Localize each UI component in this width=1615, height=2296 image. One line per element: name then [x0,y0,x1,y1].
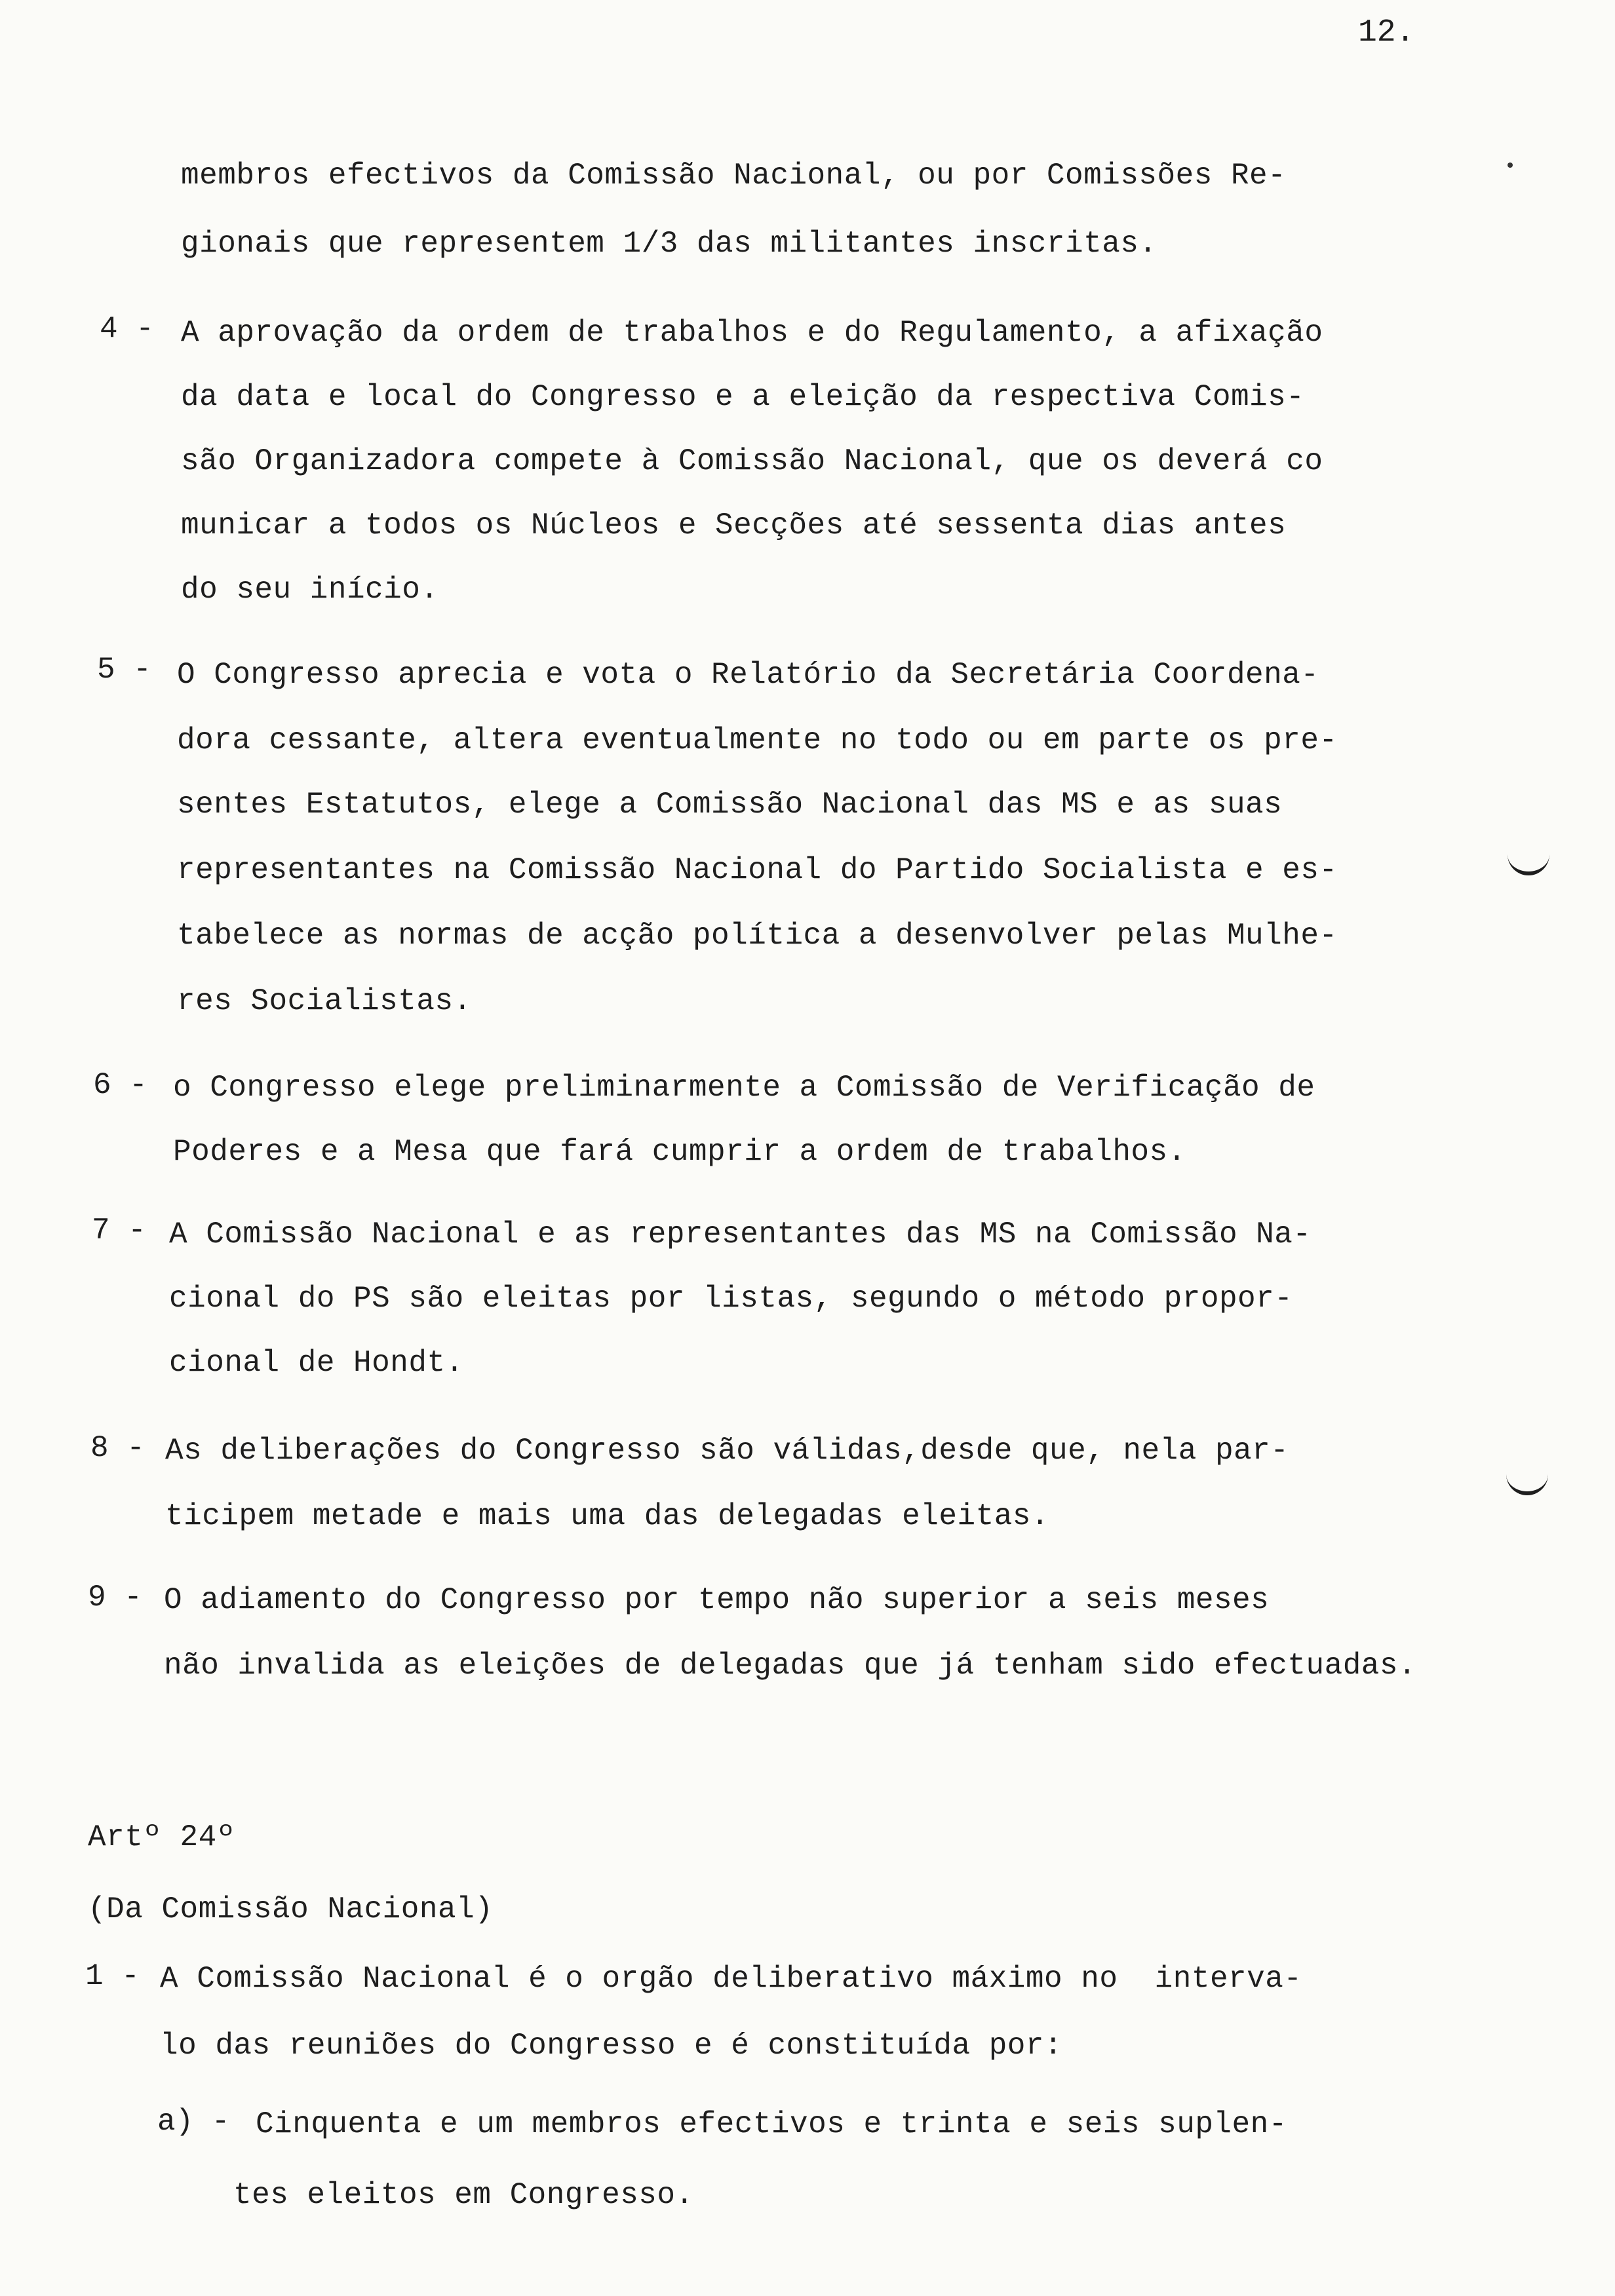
item-number: 6 - [93,1068,147,1102]
text-line: lo das reuniões do Congresso e é constituída por: [160,2029,1063,2063]
text-line: tes eleitos em Congresso. [233,2178,694,2212]
text-line: municar a todos os Núcleos e Secções até sessenta dias antes [181,508,1287,543]
text-line: membros efectivos da Comissão Nacional, ou por Comissões Re- [181,159,1287,193]
text-line: A Comissão Nacional e as representantes das MS na Comissão Na- [169,1217,1312,1252]
page-number: 12. [1358,15,1415,50]
text-line: O Congresso aprecia e vota o Relatório da Secretária Coordena- [177,658,1319,692]
item-number: 8 - [90,1431,145,1465]
text-line: o Congresso elege preliminarmente a Comissão de Verificação de [173,1071,1315,1105]
text-line: cional do PS são eleitas por listas, segundo o método propor- [169,1282,1293,1316]
article-heading: Artº 24º [88,1820,235,1854]
text-line: Cinquenta e um membros efectivos e trinta e seis suplen- [256,2107,1287,2141]
text-line: O adiamento do Congresso por tempo não superior a seis meses [164,1583,1270,1617]
item-number: 9 - [88,1580,142,1615]
text-line: representantes na Comissão Nacional do Partido Socialista e es- [177,853,1338,887]
article-subheading: (Da Comissão Nacional) [88,1892,494,1926]
scan-speck [1508,163,1513,168]
text-line: sentes Estatutos, elege a Comissão Nacional das MS e as suas [177,788,1283,822]
item-number: 7 - [92,1214,146,1248]
text-line: gionais que representem 1/3 das militantes inscritas. [181,227,1158,261]
punch-hole-mark [1506,1472,1548,1495]
item-number: 1 - [85,1959,140,1993]
text-line: cional de Hondt. [169,1346,464,1380]
text-line: As deliberações do Congresso são válidas,desde que, nela par- [165,1434,1289,1468]
sub-item-label: a) - [157,2105,230,2139]
text-line: da data e local do Congresso e a eleição da respectiva Comis- [181,380,1305,414]
text-line: ticipem metade e mais uma das delegadas eleitas. [165,1499,1050,1533]
text-line: Poderes e a Mesa que fará cumprir a ordem de trabalhos. [173,1135,1186,1169]
punch-hole-mark [1508,852,1549,875]
text-line: são Organizadora compete à Comissão Nacional, que os deverá co [181,444,1323,478]
text-line: dora cessante, altera eventualmente no todo ou em parte os pre- [177,723,1338,757]
text-line: não invalida as eleições de delegadas que já tenham sido efectuadas. [164,1649,1417,1683]
text-line: do seu início. [181,573,439,607]
text-line: tabelece as normas de acção política a desenvolver pelas Mulhe- [177,919,1338,953]
item-number: 4 - [100,312,154,346]
text-line: A Comissão Nacional é o orgão deliberativo máximo no interva- [160,1962,1302,1996]
text-line: res Socialistas. [177,984,472,1018]
text-line: A aprovação da ordem de trabalhos e do Regulamento, a afixação [181,316,1323,350]
item-number: 5 - [97,653,151,687]
